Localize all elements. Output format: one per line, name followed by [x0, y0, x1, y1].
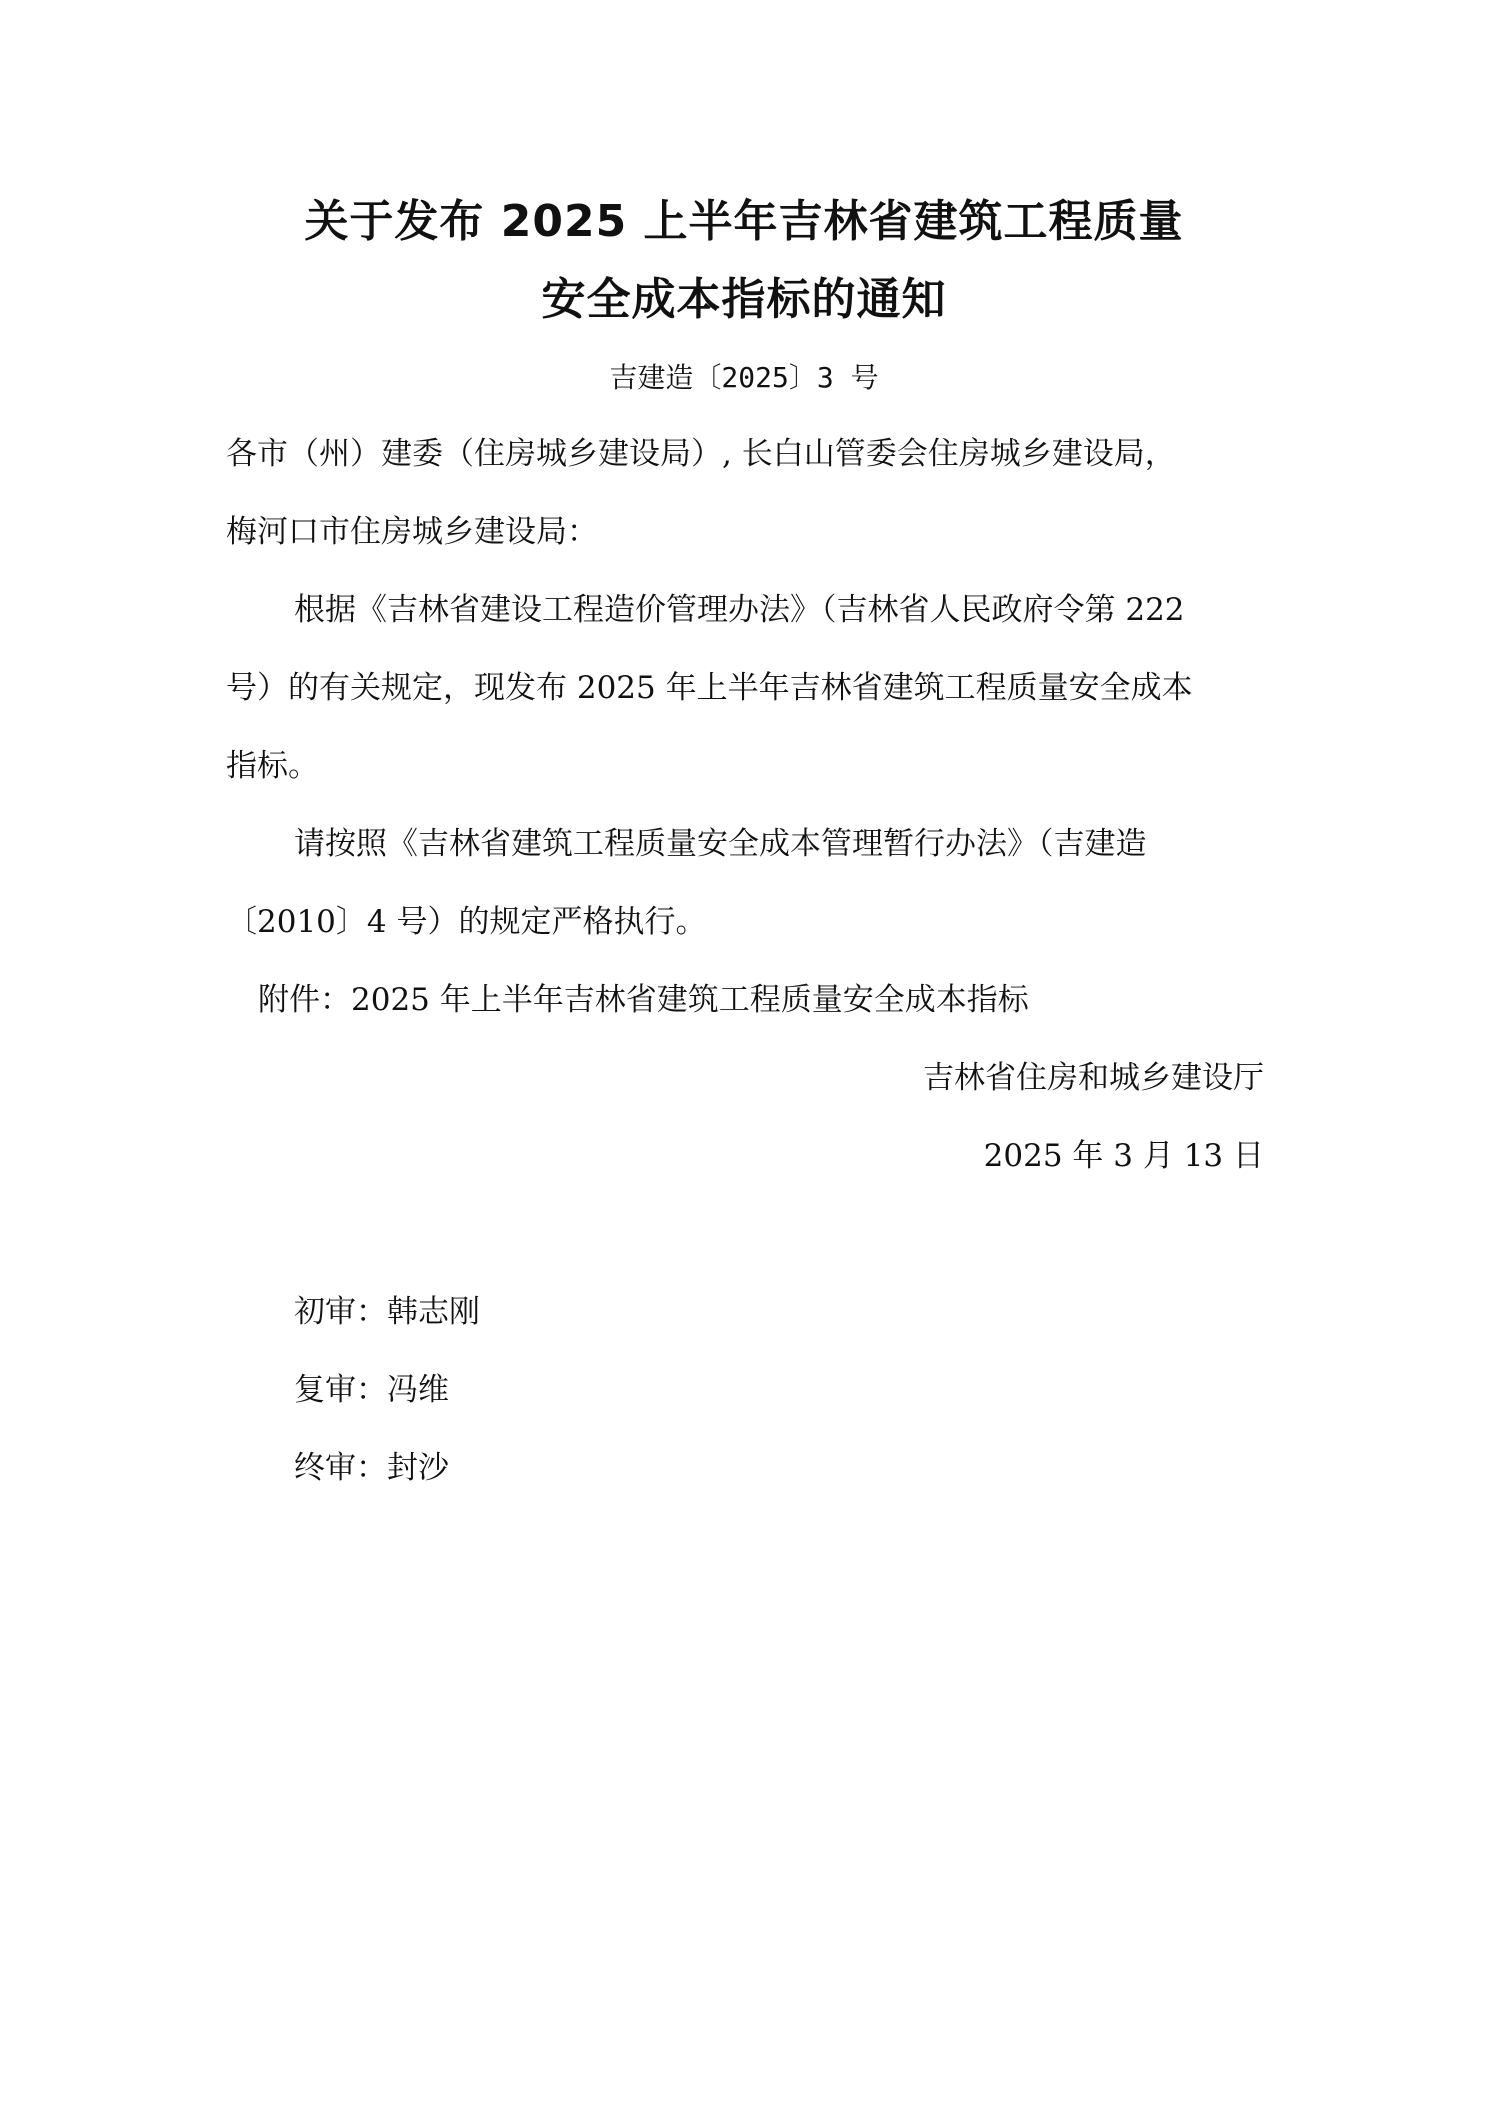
paragraph-2-line-2: 〔2010〕4 号）的规定严格执行。: [226, 904, 707, 940]
review-second: 复审：冯维: [294, 1372, 449, 1408]
addressee-line-2: 梅河口市住房城乡建设局：: [226, 514, 598, 550]
paragraph-1-line-2: 号）的有关规定，现发布 2025 年上半年吉林省建筑工程质量安全成本: [226, 670, 1193, 706]
document-number: 吉建造〔2025〕3 号: [609, 361, 879, 394]
issuer-name: 吉林省住房和城乡建设厅: [923, 1060, 1264, 1096]
notice-title-line-1: 关于发布 2025 上半年吉林省建筑工程质量: [304, 196, 1184, 247]
paragraph-1-line-3: 指标。: [226, 748, 319, 784]
addressee-line-1: 各市（州）建委（住房城乡建设局）, 长白山管委会住房城乡建设局，: [226, 436, 1176, 472]
attachment-line: 附件：2025 年上半年吉林省建筑工程质量安全成本指标: [258, 982, 1029, 1018]
paragraph-1-line-1: 根据《吉林省建设工程造价管理办法》（吉林省人民政府令第 222: [294, 592, 1185, 628]
issue-date: 2025 年 3 月 13 日: [983, 1138, 1264, 1174]
review-initial: 初审：韩志刚: [294, 1294, 480, 1330]
paragraph-2-line-1: 请按照《吉林省建筑工程质量安全成本管理暂行办法》（吉建造: [294, 826, 1147, 862]
notice-title-line-2: 安全成本指标的通知: [541, 274, 947, 325]
review-final: 终审：封沙: [294, 1450, 449, 1486]
